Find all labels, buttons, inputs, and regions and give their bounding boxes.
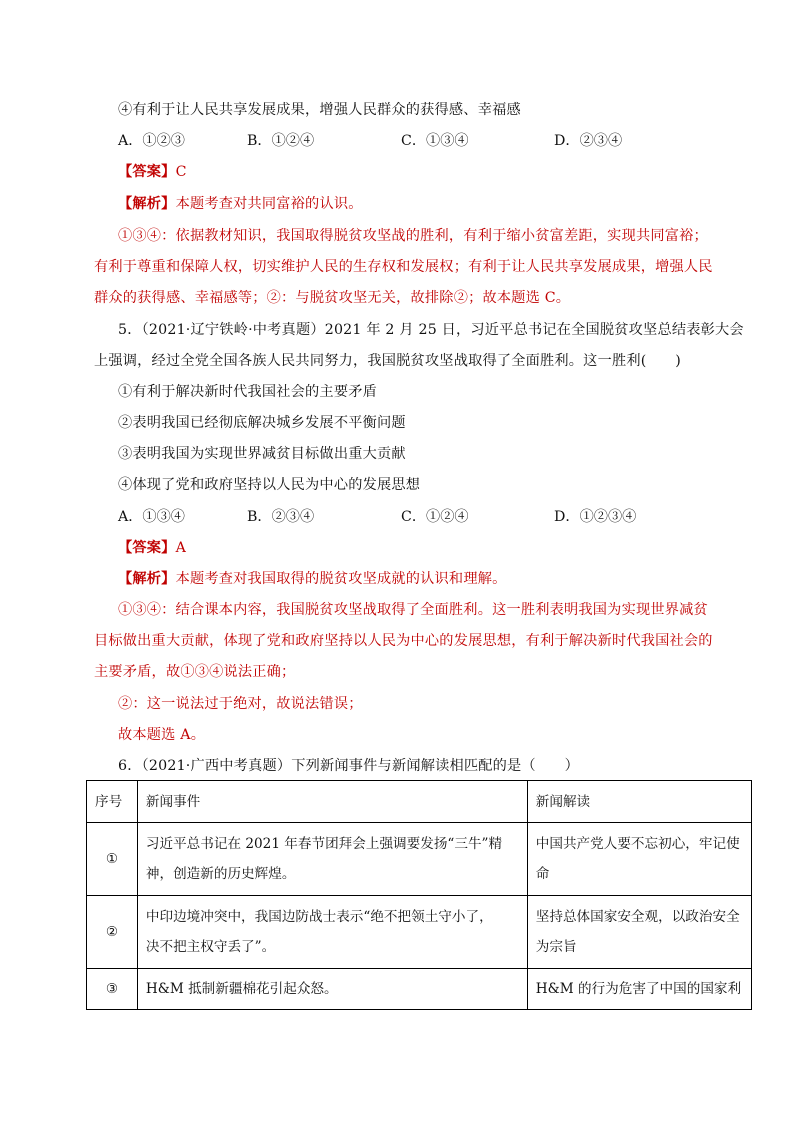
- q5-analysis-line-2: 目标做出重大贡献，体现了党和政府坚持以人民为中心的发展思想，有利于解决新时代我国社会的: [94, 633, 713, 649]
- analysis-label: 【解析】: [118, 571, 176, 587]
- header-reading: 新闻解读: [527, 781, 751, 823]
- answer-value: C: [175, 164, 187, 180]
- row-event: [137, 896, 527, 969]
- analysis-label: 【解析】: [118, 196, 176, 212]
- event-line: 中印边境冲突中，我国边防战士表示“绝不把领土守小了，: [145, 909, 493, 925]
- reading-line: 为宗旨: [535, 939, 577, 955]
- reading-line: 中国共产党人要不忘初心，牢记使: [535, 836, 740, 852]
- reading-line: 命: [535, 866, 550, 882]
- event-line: 决不把主权守丢了”。: [145, 939, 276, 955]
- news-table: [86, 780, 752, 1010]
- q5-analysis-line-1: ①③④：结合课本内容，我国脱贫攻坚战取得了全面胜利。这一胜利表明我国为实现世界减贫: [118, 602, 708, 618]
- q5-analysis-line-5: 故本题选 A。: [118, 727, 206, 743]
- event-line: H&M 抵制新疆棉花引起众怒。: [145, 981, 338, 997]
- q5-analysis-line-3: 主要矛盾，故①③④说法正确；: [94, 664, 296, 680]
- row-event: [137, 823, 527, 896]
- answer-label: 【答案】: [118, 164, 176, 180]
- table-row: [87, 823, 752, 896]
- event-line: 习近平总书记在 2021 年春节团拜会上强调要发扬“三牛”精: [145, 836, 503, 852]
- q5-option-2: ②表明我国已经彻底解决城乡发展不平衡问题: [118, 415, 406, 431]
- q5-choice-d: D．①②③④: [554, 509, 637, 525]
- header-event: 新闻事件: [137, 781, 527, 823]
- q4-answer: [118, 162, 187, 182]
- row-num: ②: [87, 896, 138, 969]
- header-num: 序号: [87, 781, 138, 823]
- q5-analysis-line-4: ②：这一说法过于绝对，故说法错误；: [118, 696, 363, 712]
- q5-answer: [118, 538, 186, 558]
- q5-choice-b: B．②③④: [247, 509, 315, 525]
- q5-stem-line-1: 5．（2021·辽宁铁岭·中考真题）2021 年 2 月 25 日，习近平总书记在全国脱贫攻坚总结表彰大会: [118, 322, 744, 338]
- row-reading: [527, 823, 751, 896]
- q4-analysis-line-2: 有利于尊重和保障人权，切实维护人民的生存权和发展权；有利于让人民共享发展成果，增强人民: [94, 259, 713, 275]
- event-line: 神，创造新的历史辉煌。: [145, 866, 296, 882]
- analysis-intro: 本题考查对我国取得的脱贫攻坚成就的认识和理解。: [175, 571, 507, 587]
- q5-choice-c: C．①②④: [401, 509, 469, 525]
- table-header-row: [87, 781, 752, 823]
- table-row: [87, 896, 752, 969]
- analysis-intro: 本题考查对共同富裕的认识。: [175, 196, 363, 212]
- q4-choice-d: D．②③④: [554, 133, 623, 149]
- reading-line: 坚持总体国家安全观，以政治安全: [535, 909, 740, 925]
- q4-choice-b: B．①②④: [247, 133, 315, 149]
- row-num: ①: [87, 823, 138, 896]
- q4-option-4: ④有利于让人民共享发展成果，增强人民群众的获得感、幸福感: [118, 102, 521, 118]
- q6-stem: 6．（2021·广西中考真题）下列新闻事件与新闻解读相匹配的是（ ）: [118, 758, 579, 774]
- row-reading: [527, 969, 751, 1010]
- answer-value: A: [175, 540, 187, 556]
- q5-stem-line-2: 上强调，经过全党全国各族人民共同努力，我国脱贫攻坚战取得了全面胜利。这一胜利( ): [94, 353, 681, 369]
- reading-line: H&M 的行为危害了中国的国家利: [535, 981, 742, 997]
- q5-analysis-heading: [118, 569, 506, 589]
- q4-analysis-heading: [118, 194, 363, 214]
- row-num: ③: [87, 969, 138, 1010]
- q4-analysis-line-3: 群众的获得感、幸福感等；②：与脱贫攻坚无关，故排除②；故本题选 C。: [94, 290, 571, 306]
- q4-choice-c: C．①③④: [401, 133, 469, 149]
- answer-label: 【答案】: [118, 540, 176, 556]
- table-row: [87, 969, 752, 1010]
- row-reading: [527, 896, 751, 969]
- q5-option-1: ①有利于解决新时代我国社会的主要矛盾: [118, 384, 377, 400]
- q4-analysis-line-1: ①③④：依据教材知识，我国取得脱贫攻坚战的胜利，有利于缩小贫富差距，实现共同富裕；: [118, 228, 708, 244]
- q4-choice-a: A．①②③: [118, 133, 185, 149]
- row-event: [137, 969, 527, 1010]
- q5-option-3: ③表明我国为实现世界减贫目标做出重大贡献: [118, 446, 406, 462]
- q5-option-4: ④体现了党和政府坚持以人民为中心的发展思想: [118, 477, 421, 493]
- q5-choice-a: A．①③④: [118, 509, 185, 525]
